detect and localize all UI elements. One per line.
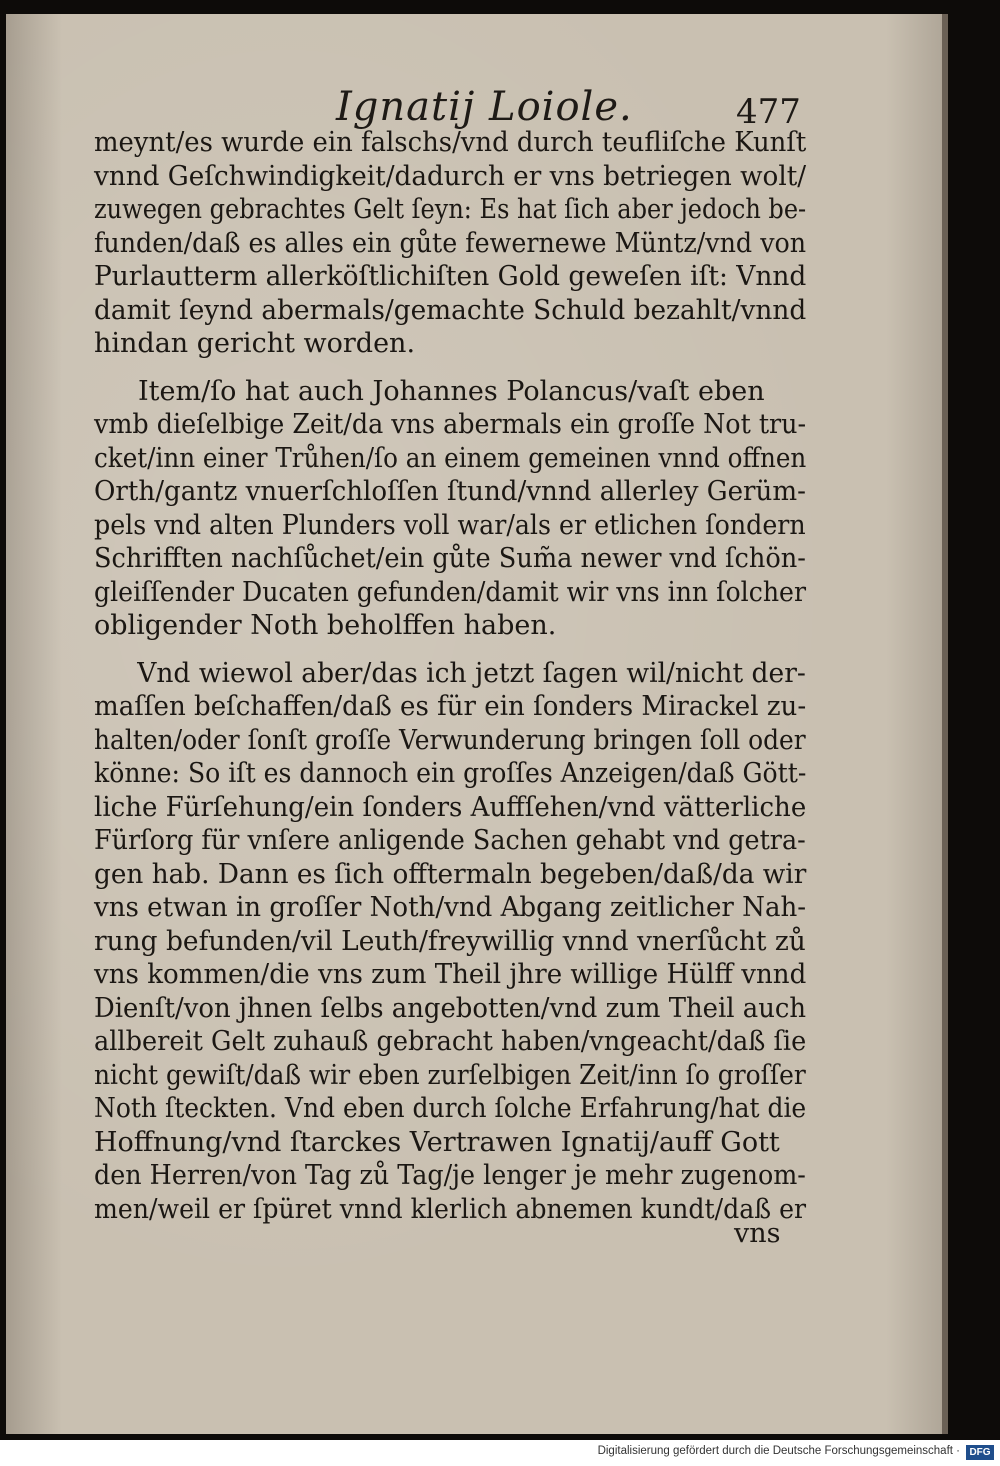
- text-line: könne: So iſt es dannoch ein groſſes Anzeigen/daß Gött-: [94, 758, 807, 789]
- text-line: vmb dieſelbige Zeit/da vns abermals ein groſſe Not tru-: [94, 409, 807, 440]
- text-line: vns etwan in groſſer Noth/vnd Abgang zeitlicher Nah-: [94, 892, 807, 923]
- text-line: Purlautterm allerköſtlichiſten Gold geweſen iſt: Vnnd: [94, 261, 807, 292]
- text-line: Hoffnung/vnd ſtarckes Vertrawen Ignatij/auff Gott: [94, 1126, 780, 1158]
- text-line: gen hab. Dann es ſich offtermaln begeben/daß/da wir: [94, 858, 807, 890]
- text-line: vnnd Geſchwindigkeit/dadurch er vns betriegen wolt/: [94, 160, 807, 192]
- catchword: vns: [734, 1218, 781, 1249]
- paragraph: [94, 375, 806, 643]
- text-line: allbereit Gelt zuhauß gebracht haben/vngeacht/daß ſie: [94, 1026, 807, 1057]
- body-text: [94, 126, 806, 1226]
- text-line: Fürſorg für vnſere anligende Sachen gehabt vnd getra-: [94, 825, 806, 856]
- paragraph: [94, 126, 806, 361]
- text-line: maſſen beſchaffen/daß es für ein ſonders Mirackel zu-: [94, 691, 807, 722]
- text-line: vns kommen/die vns zum Theil jhre willige Hülff vnnd: [94, 959, 807, 990]
- text-line: Orth/gantz vnuerſchloſſen ſtund/vnnd allerley Gerüm-: [94, 476, 806, 507]
- text-line: zuwegen gebrachtes Gelt ſeyn: Es hat ſich aber jedoch be-: [94, 194, 807, 225]
- text-line: meynt/es wurde ein falschs/vnd durch teufliſche Kunſt: [94, 127, 807, 158]
- text-line: den Herren/von Tag zů Tag/je lenger je mehr zugenom-: [94, 1160, 806, 1191]
- dfg-logo[interactable]: DFG: [966, 1445, 994, 1460]
- text-line: funden/daß es alles ein gůte fewernewe Müntz/vnd von: [94, 227, 807, 259]
- page-number: 477: [736, 92, 801, 132]
- footer-bar: [0, 1440, 1000, 1466]
- running-title: Ignatij Loiole.: [336, 84, 633, 130]
- text-line: cket/inn einer Trůhen/ſo an einem gemeinen vnnd offnen: [94, 442, 807, 474]
- text-line: pels vnd alten Plunders voll war/als er etlichen ſondern: [94, 509, 806, 541]
- text-line: Dienſt/von jhnen ſelbs angebotten/vnd zum Theil auch: [94, 992, 807, 1024]
- text-line: gleiſſender Ducaten gefunden/damit wir vns inn ſolcher: [94, 576, 806, 608]
- text-line: obligender Noth beholffen haben.: [94, 610, 557, 641]
- text-line: nicht gewiſt/daß wir eben zurſelbigen Zeit/inn ſo groſſer: [94, 1059, 806, 1091]
- text-line: Item/ſo hat auch Johannes Polancus/vaſt eben: [138, 375, 765, 407]
- funding-credit: Digitalisierung gefördert durch die Deutsche Forschungsgemeinschaft ·: [597, 1445, 960, 1457]
- text-line: liche Fürſehung/ein ſonders Auffſehen/vnd vätterliche: [94, 791, 807, 823]
- page-edge: [942, 14, 948, 1434]
- text-line: hindan gericht worden.: [94, 328, 416, 359]
- text-line: men/weil er ſpüret vnnd klerlich abnemen kundt/daß er: [94, 1193, 807, 1225]
- text-line: Vnd wiewol aber/das ich jetzt ſagen wil/nicht der-: [137, 657, 806, 689]
- text-line: Schrifften nachſůchet/ein gůte Sum̃a newer vnd ſchön-: [94, 543, 806, 574]
- paragraph: [94, 657, 806, 1227]
- text-line: Noth ſteckten. Vnd eben durch ſolche Erfahrung/hat die: [94, 1093, 807, 1124]
- text-line: rung befunden/vil Leuth/freywillig vnnd vnerſůcht zů: [94, 925, 806, 957]
- text-line: damit ſeynd abermals/gemachte Schuld bezahlt/vnnd: [94, 294, 807, 326]
- text-line: halten/oder ſonſt groſſe Verwunderung bringen ſoll oder: [94, 724, 806, 756]
